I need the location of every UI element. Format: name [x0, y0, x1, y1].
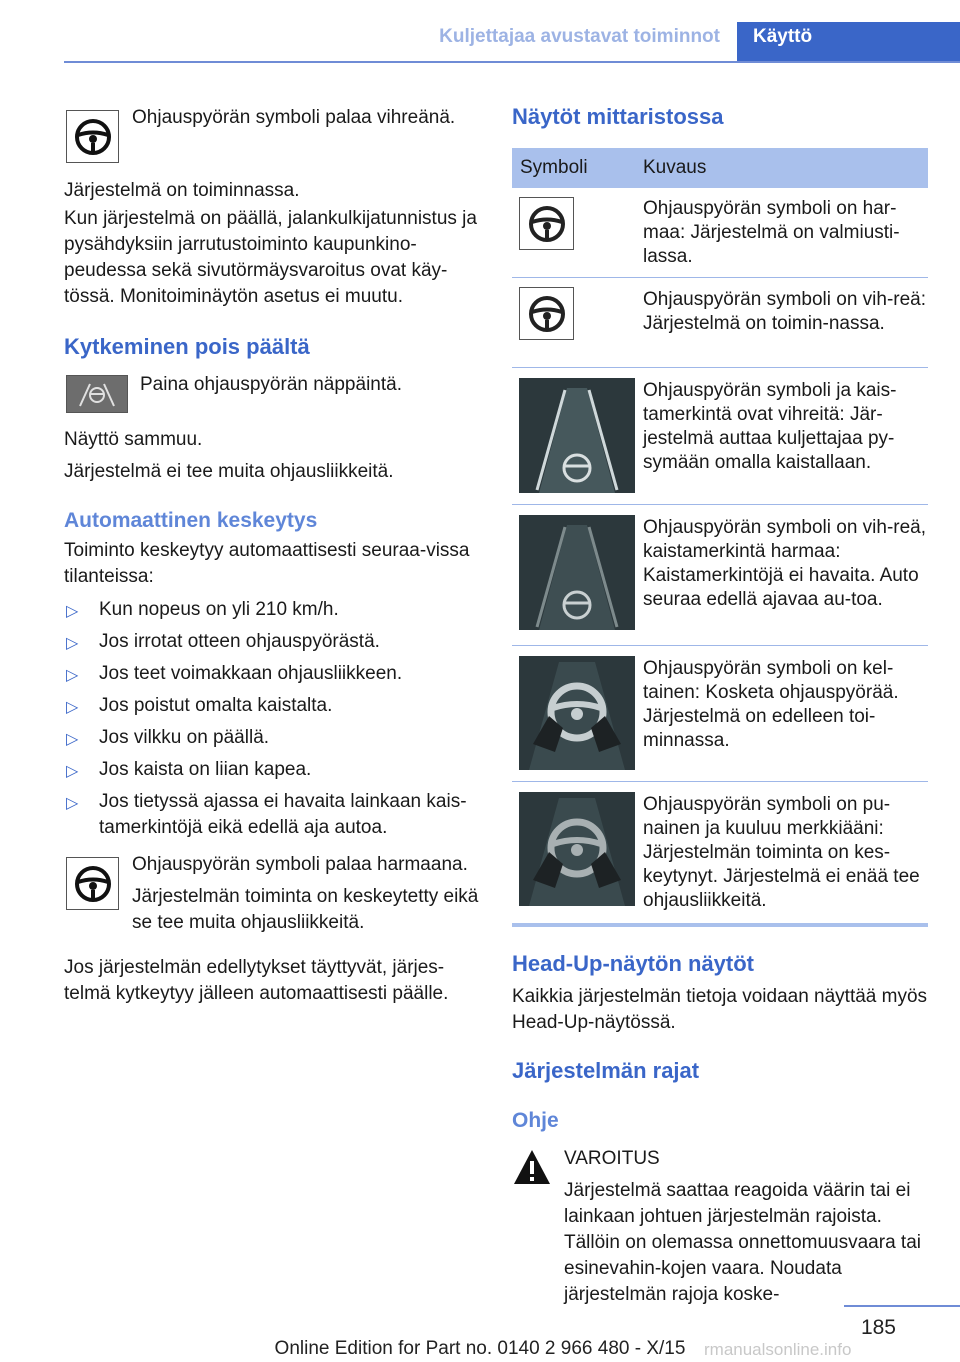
list-item: ▷ Kun nopeus on yli 210 km/h.	[64, 597, 480, 623]
bullet-triangle-icon: ▷	[66, 731, 79, 748]
text-auto-interrupt: Toiminto keskeytyy automaattisesti seuraa-vissa tilanteissa:	[64, 540, 470, 587]
bullet-triangle-icon: ▷	[66, 763, 79, 780]
list-item: ▷ Jos teet voimakkaan ohjausliikkeen.	[64, 661, 480, 687]
footer-watermark: rmanualsonline.info	[704, 1340, 852, 1359]
text-hud: Kaikkia järjestelmän tietoja voidaan näyttää myös Head-Up-näytössä.	[512, 986, 928, 1033]
heading-guide: Ohje	[512, 1109, 559, 1132]
steering-wheel-grey-icon	[519, 197, 574, 250]
footer-rule	[844, 1305, 960, 1307]
list-item: ▷ Jos poistut omalta kaistalta.	[64, 693, 480, 719]
table-cell-description: Ohjauspyörän symboli on pu-nainen ja kuuluu merkkiääni: Järjestelmän toiminta on kes-keytynyt. Järjestelmä ei enää tee ohjausliikkeitä.	[643, 794, 920, 911]
table-header-description: Kuvaus	[643, 157, 707, 178]
bullet-triangle-icon: ▷	[66, 603, 79, 620]
steering-wheel-icon	[66, 110, 119, 163]
text-no-more-steering: Järjestelmä ei tee muita ohjausliikkeitä.	[64, 461, 394, 482]
table-cell-description: Ohjauspyörän symboli on vih-reä, kaistamerkintä harmaa: Kaistamerkintöjä ei havaita. Auto seuraa edellä ajavaa au-toa.	[643, 517, 927, 610]
text-interrupted: Järjestelmän toiminta on keskeytetty eikä se tee muita ohjausliikkeitä.	[132, 886, 479, 933]
heading-cluster-displays: Näytöt mittaristossa	[512, 104, 724, 129]
text-system-active: Järjestelmä on toiminnassa.	[64, 180, 300, 201]
steering-wheel-icon	[66, 857, 119, 910]
hands-on-wheel-yellow-image	[519, 656, 635, 770]
table-row-divider	[512, 367, 928, 368]
table-cell-description: Ohjauspyörän symboli on har-maa: Järjestelmä on valmiusti-lassa.	[643, 198, 900, 267]
table-header	[512, 148, 928, 188]
table-row-divider	[512, 645, 928, 646]
table-cell-description: Ohjauspyörän symboli ja kais-tamerkintä ovat vihreitä: Jär-jestelmä auttaa kuljettajaa py-symään omalla kaistallaan.	[643, 380, 897, 473]
table-header-symbol: Symboli	[520, 157, 588, 178]
table-cell-description: Ohjauspyörän symboli on kel-tainen: Kosketa ohjauspyörää. Järjestelmä on edelleen toi-minnassa.	[643, 658, 899, 751]
text-restart: Jos järjestelmän edellytykset täyttyvät, järjes-telmä kytkeytyy jälleen automaattisesti päälle.	[64, 957, 449, 1004]
lane-assist-button-icon	[66, 375, 128, 413]
heading-auto-interrupt: Automaattinen keskeytys	[64, 509, 318, 532]
hands-on-wheel-red-image	[519, 792, 635, 906]
steering-wheel-green-icon	[519, 287, 574, 340]
warning-title: VAROITUS	[564, 1148, 660, 1169]
header-rule	[64, 61, 960, 63]
warning-text: Järjestelmä saattaa reagoida väärin tai ei lainkaan johtuen järjestelmän rajoista. Tällöin on olemassa onnettomuusvaara tai esinevahin-kojen vaara. Noudata järjestelmän rajoja koske-	[564, 1180, 921, 1305]
table-row-divider	[512, 504, 928, 505]
lane-markings-green-image	[519, 378, 635, 493]
text-display-off: Näyttö sammuu.	[64, 429, 203, 450]
list-item: ▷ Jos kaista on liian kapea.	[64, 757, 480, 783]
bullet-triangle-icon: ▷	[66, 635, 79, 652]
table-cell-description: Ohjauspyörän symboli on vih-reä: Järjestelmä on toimin-nassa.	[643, 289, 927, 334]
list-item: ▷ Jos vilkku on päällä.	[64, 725, 480, 751]
bullet-triangle-icon: ▷	[66, 667, 79, 684]
heading-hud: Head-Up-näytön näytöt	[512, 951, 754, 976]
table-bottom-rule	[512, 923, 928, 927]
bullet-triangle-icon: ▷	[66, 795, 79, 812]
footer-edition: Online Edition for Part no. 0140 2 966 480 - X/15	[274, 1338, 686, 1359]
table-row-divider	[512, 781, 928, 782]
page-number: 185	[860, 1316, 896, 1339]
bullet-triangle-icon: ▷	[66, 699, 79, 716]
list-item: ▷ Jos irrotat otteen ohjauspyörästä.	[64, 629, 480, 655]
text-when-on: Kun järjestelmä on päällä, jalankulkijatunnistus ja pysähdyksiin jarrutustoiminto kaupunkino-peudessa sekä sivutörmäysvaroitus ovat käy-tössä. Monitoiminäytön asetus ei muutu.	[64, 208, 477, 307]
heading-system-limits: Järjestelmän rajat	[512, 1058, 700, 1083]
text-press-button: Paina ohjauspyörän näppäintä.	[140, 374, 402, 395]
interrupt-conditions-list	[64, 597, 480, 847]
text-symbol-grey: Ohjauspyörän symboli palaa harmaana.	[132, 854, 468, 875]
table-row-divider	[512, 277, 928, 278]
running-header-tab: Käyttö	[737, 22, 960, 63]
list-item: ▷ Jos tietyssä ajassa ei havaita lainkaan kais-tamerkintöjä eikä edellä aja autoa.	[66, 791, 467, 838]
text-symbol-green: Ohjauspyörän symboli palaa vihreänä.	[132, 107, 456, 128]
running-header-section: Kuljettajaa avustavat toiminnot	[439, 26, 720, 47]
lane-markings-grey-image	[519, 515, 635, 630]
heading-switch-off: Kytkeminen pois päältä	[64, 334, 310, 359]
